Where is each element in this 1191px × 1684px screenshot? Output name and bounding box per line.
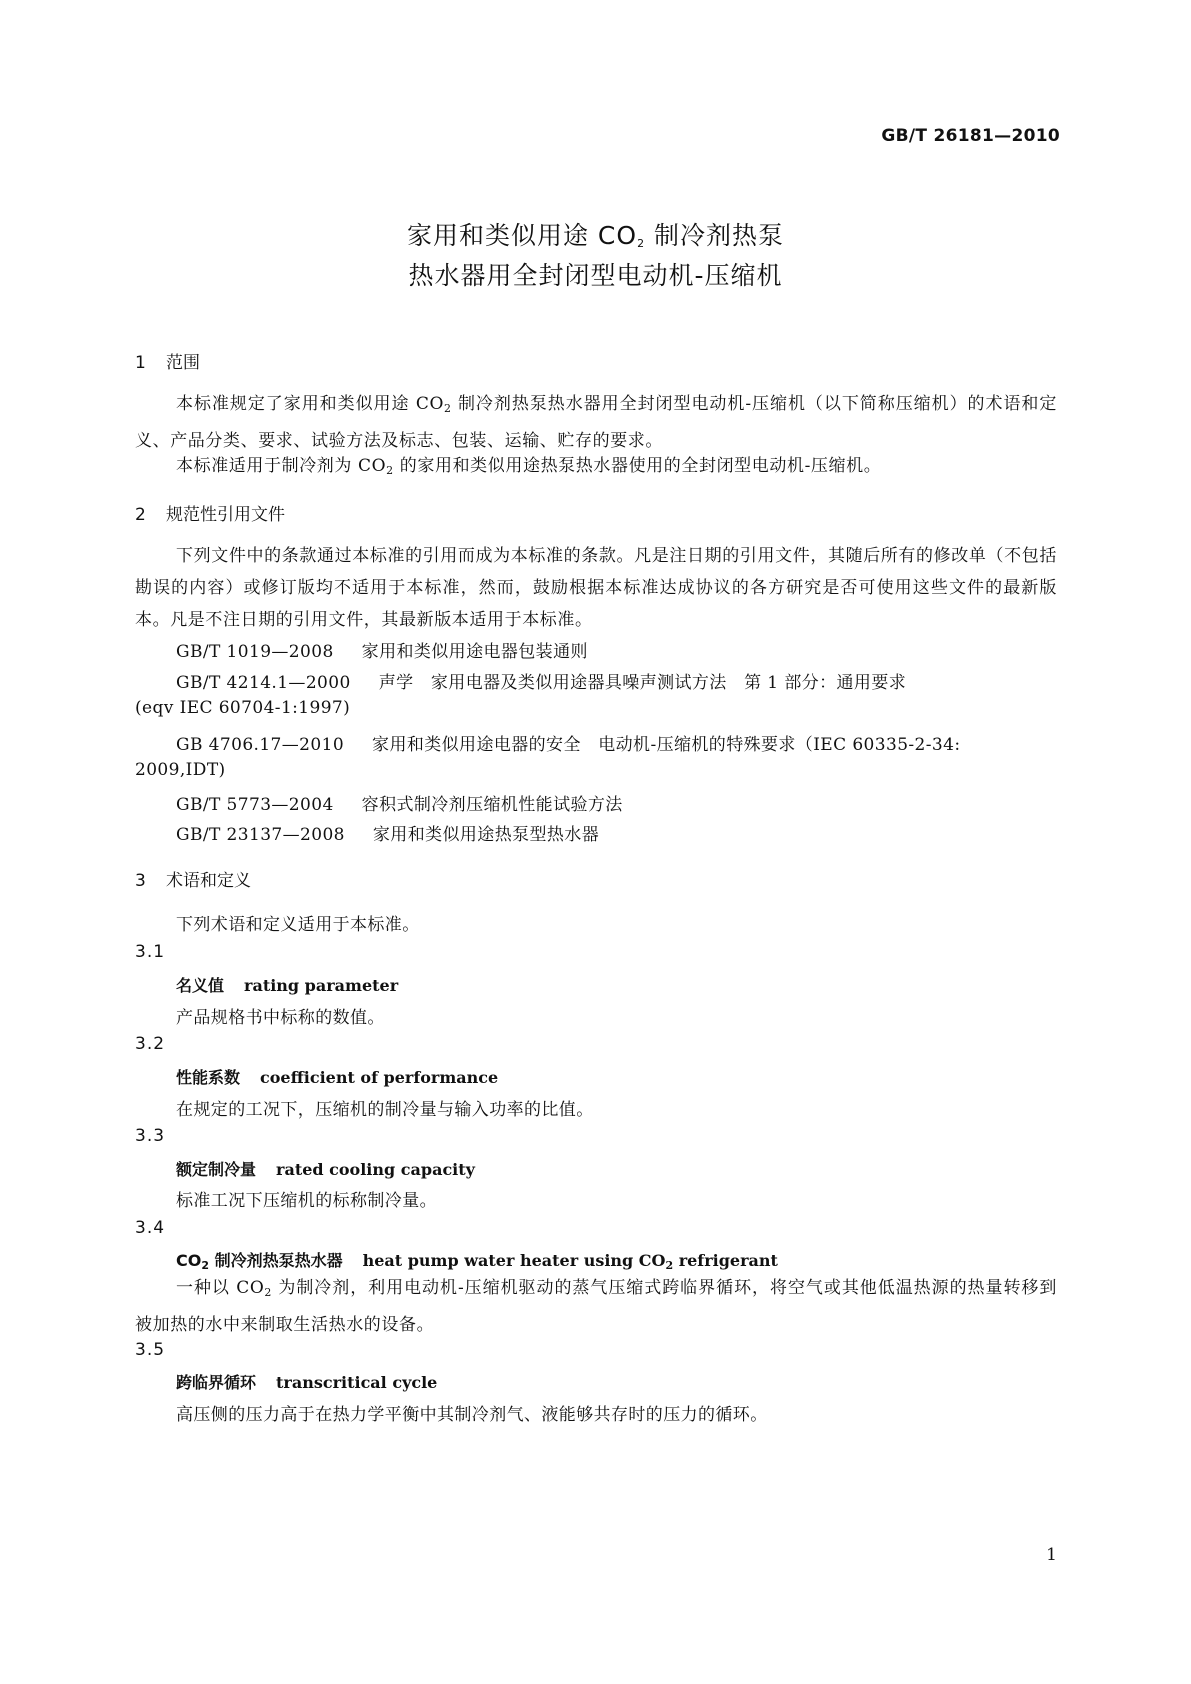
page-number: 1 bbox=[1046, 1545, 1057, 1565]
term-heading: 跨临界循环 transcritical cycle bbox=[176, 1373, 438, 1392]
term-number: 3.4 bbox=[135, 1218, 166, 1238]
standard-code: GB/T 26181—2010 bbox=[881, 126, 1060, 146]
section-1-paragraph-2: 本标准适用于制冷剂为 $CO_2$ 的家用和类似用途热泵热水器使用的全封闭型电动机-压缩机。 bbox=[176, 456, 882, 477]
section-1-heading: 1 范围 bbox=[135, 353, 200, 373]
term-heading: 名义值 rating parameter bbox=[176, 976, 399, 995]
reference-item: GB/T 5773—2004 容积式制冷剂压缩机性能试验方法 bbox=[176, 795, 623, 815]
term-number: 3.5 bbox=[135, 1340, 166, 1360]
section-2-intro: 下列文件中的条款通过本标准的引用而成为本标准的条款。凡是注日期的引用文件，其随后所有的修改单（不包括勘误的内容）或修订版均不适用于本标准，然而，鼓励根据本标准达成协议的各方研究是否可使用这些文件的最新版本。凡是不注日期的引用文件，其最新版本适用于本标准。 bbox=[135, 546, 1057, 630]
reference-item: GB/T 23137—2008 家用和类似用途热泵型热水器 bbox=[176, 825, 600, 845]
reference-item-continuation: (eqv IEC 60704-1:1997) bbox=[135, 698, 351, 718]
section-3-heading: 3 术语和定义 bbox=[135, 871, 251, 891]
term-definition: 一种以 $CO_2$ 为制冷剂，利用电动机-压缩机驱动的蒸气压缩式跨临界循环，将空气或其他低温热源的热量转移到被加热的水中来制取生活热水的设备。 bbox=[135, 1278, 1057, 1335]
section-1-paragraph-1: 本标准规定了家用和类似用途 $CO_2$ 制冷剂热泵热水器用全封闭型电动机-压缩机（以下简称压缩机）的术语和定义、产品分类、要求、试验方法及标志、包装、运输、贮存的要求。 bbox=[135, 394, 1057, 451]
term-number: 3.1 bbox=[135, 942, 166, 962]
reference-item-continuation: 2009,IDT) bbox=[135, 760, 226, 780]
term-definition: 在规定的工况下，压缩机的制冷量与输入功率的比值。 bbox=[176, 1100, 594, 1120]
reference-item: GB/T 1019—2008 家用和类似用途电器包装通则 bbox=[176, 642, 588, 662]
term-definition: 产品规格书中标称的数值。 bbox=[176, 1008, 385, 1028]
term-definition: 高压侧的压力高于在热力学平衡中其制冷剂气、液能够共存时的压力的循环。 bbox=[176, 1405, 768, 1425]
term-definition: 标准工况下压缩机的标称制冷量。 bbox=[176, 1191, 437, 1211]
document-title-line-1: 家用和类似用途 $CO_2$ 制冷剂热泵 bbox=[406, 221, 785, 250]
reference-item: GB/T 4214.1—2000 声学 家用电器及类似用途器具噪声测试方法 第 1 部分：通用要求 bbox=[176, 673, 907, 693]
term-number: 3.3 bbox=[135, 1126, 166, 1146]
section-3-intro: 下列术语和定义适用于本标准。 bbox=[176, 915, 420, 935]
term-number: 3.2 bbox=[135, 1034, 166, 1054]
term-heading: $CO_2$ 制冷剂热泵热水器 heat pump water heater using $CO_2$ refrigerant bbox=[176, 1251, 778, 1272]
term-heading: 额定制冷量 rated cooling capacity bbox=[176, 1160, 475, 1179]
document-title-line-2: 热水器用全封闭型电动机-压缩机 bbox=[408, 261, 783, 290]
reference-item: GB 4706.17—2010 家用和类似用途电器的安全 电动机-压缩机的特殊要求（IEC 60335-2-34: bbox=[176, 735, 961, 755]
term-heading: 性能系数 coefficient of performance bbox=[176, 1068, 499, 1087]
section-2-heading: 2 规范性引用文件 bbox=[135, 505, 285, 525]
